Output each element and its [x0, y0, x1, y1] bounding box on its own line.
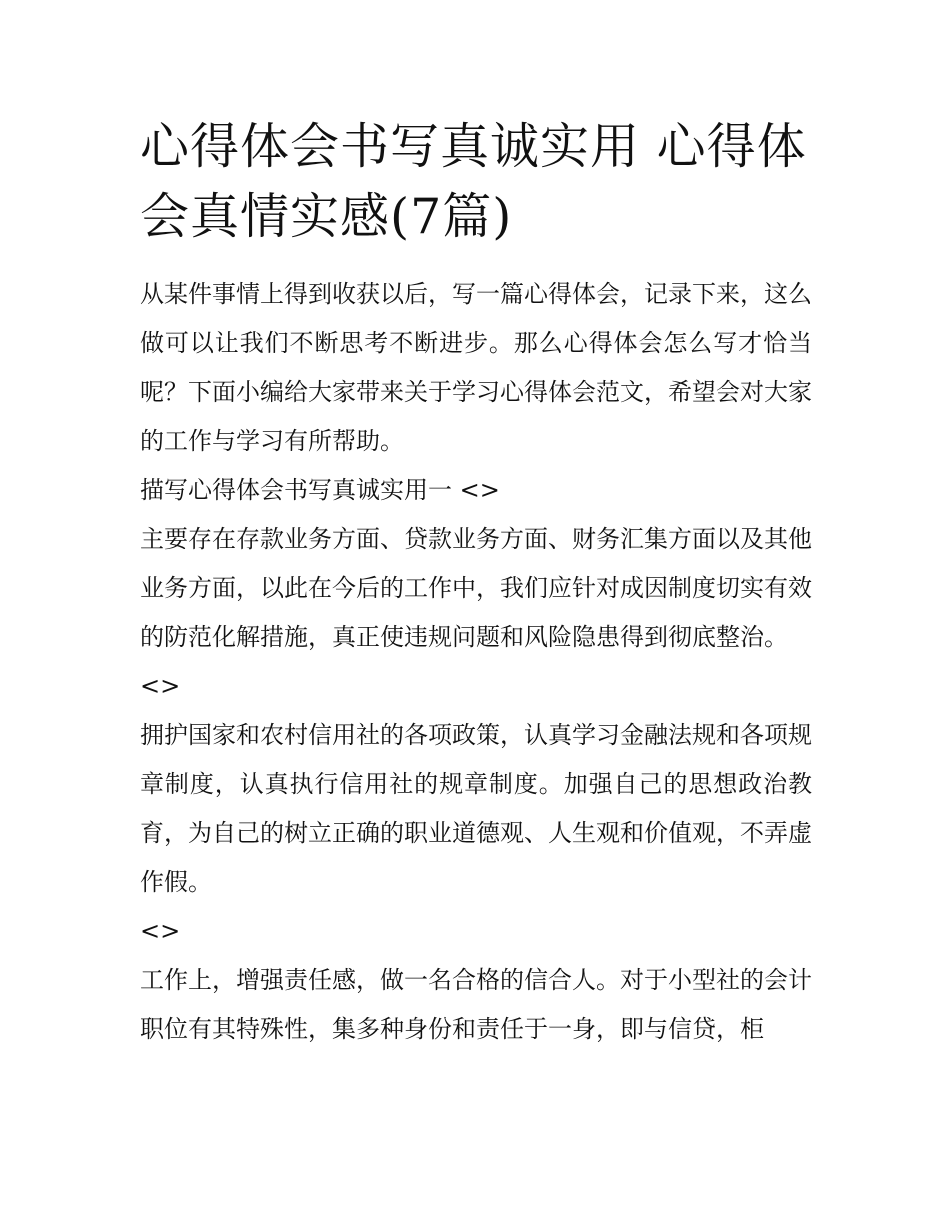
document-page: [140, 112, 812, 1054]
paragraph-1: 主要存在存款业务方面、贷款业务方面、财务汇集方面以及其他业务方面，以此在今后的工作中，我们应针对成因制度切实有效的防范化解措施，真正使违规问题和风险隐患得到彻底整治。: [140, 525, 812, 651]
separator-marker: <>: [140, 917, 181, 945]
paragraph-3: 工作上，增强责任感，做一名合格的信合人。对于小型社的会计职位有其特殊性，集多种身份和责任于一身，即与信贷，柜: [140, 966, 812, 1043]
document-title: 心得体会书写真诚实用 心得体会真情实感(7篇): [140, 118, 807, 245]
paragraph-2: 拥护国家和农村信用社的各项政策，认真学习金融法规和各项规章制度，认真执行信用社的规章制度。加强自己的思想政治教育，为自己的树立正确的职业道德观、人生观和价值观，不弄虚作假。: [140, 721, 812, 896]
separator-marker: <>: [140, 672, 181, 700]
document-body: [140, 270, 812, 1054]
paragraph-intro: 从某件事情上得到收获以后，写一篇心得体会，记录下来，这么做可以让我们不断思考不断进步。那么心得体会怎么写才恰当呢？下面小编给大家带来关于学习心得体会范文，希望会对大家的工作与学习有所帮助。: [140, 280, 812, 455]
section-heading-1: 描写心得体会书写真诚实用一 <>: [140, 476, 500, 504]
